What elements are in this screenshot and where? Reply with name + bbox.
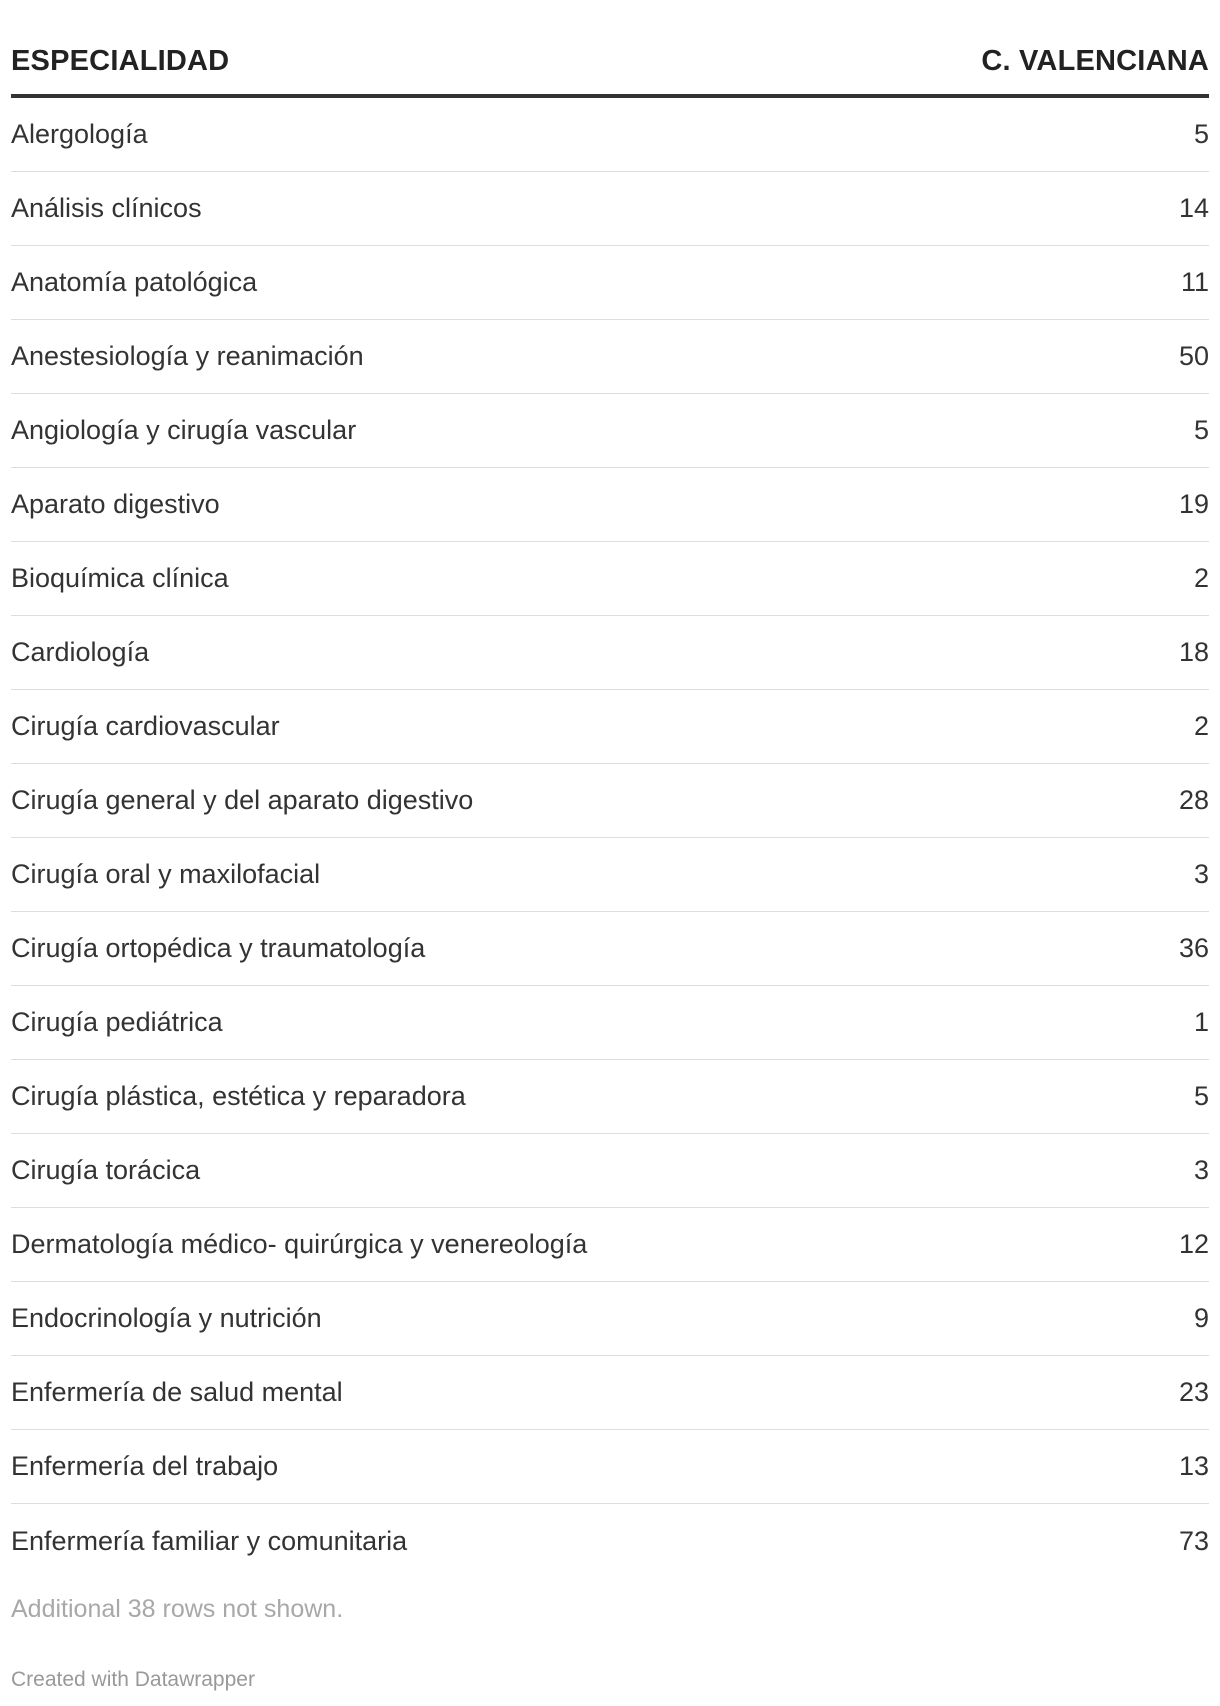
table-row bbox=[11, 320, 1209, 394]
table-row bbox=[11, 246, 1209, 320]
cell-c-valenciana: 19 bbox=[1178, 489, 1209, 519]
cell-c-valenciana: 13 bbox=[1178, 1451, 1209, 1481]
table-row bbox=[11, 1430, 1209, 1504]
cell-especialidad: Alergología bbox=[11, 119, 148, 149]
cell-especialidad: Cirugía oral y maxilofacial bbox=[11, 859, 321, 889]
cell-c-valenciana: 23 bbox=[1178, 1377, 1209, 1407]
cell-c-valenciana: 28 bbox=[1178, 785, 1209, 815]
cell-c-valenciana: 50 bbox=[1178, 341, 1209, 371]
table-row bbox=[11, 1208, 1209, 1282]
cell-especialidad: Cirugía plástica, estética y reparadora bbox=[11, 1081, 466, 1111]
cell-c-valenciana: 5 bbox=[1193, 415, 1209, 445]
cell-c-valenciana: 11 bbox=[1180, 267, 1209, 297]
cell-c-valenciana: 3 bbox=[1193, 1155, 1209, 1185]
table-header-row bbox=[11, 30, 1209, 98]
table-row bbox=[11, 616, 1209, 690]
cell-c-valenciana: 9 bbox=[1193, 1303, 1209, 1333]
data-table bbox=[11, 30, 1209, 1578]
table-row bbox=[11, 98, 1209, 172]
cell-especialidad: Anestesiología y reanimación bbox=[11, 341, 364, 371]
table-row bbox=[11, 1060, 1209, 1134]
cell-especialidad: Cirugía cardiovascular bbox=[11, 711, 280, 741]
cell-especialidad: Bioquímica clínica bbox=[11, 563, 229, 593]
cell-c-valenciana: 73 bbox=[1178, 1525, 1209, 1556]
cell-especialidad: Cirugía torácica bbox=[11, 1155, 201, 1185]
table-row bbox=[11, 690, 1209, 764]
cell-c-valenciana: 14 bbox=[1178, 193, 1209, 223]
cell-c-valenciana: 36 bbox=[1178, 933, 1209, 963]
cell-c-valenciana: 5 bbox=[1193, 119, 1209, 149]
table-row bbox=[11, 394, 1209, 468]
column-header-c-valenciana[interactable]: C. VALENCIANA bbox=[981, 45, 1209, 77]
cell-c-valenciana: 5 bbox=[1193, 1081, 1209, 1111]
cell-c-valenciana: 2 bbox=[1193, 711, 1209, 741]
cell-c-valenciana: 1 bbox=[1193, 1007, 1209, 1037]
cell-especialidad: Angiología y cirugía vascular bbox=[11, 415, 357, 445]
cell-especialidad: Dermatología médico- quirúrgica y venereología bbox=[11, 1229, 588, 1259]
cell-especialidad: Aparato digestivo bbox=[11, 489, 220, 519]
cell-especialidad: Enfermería del trabajo bbox=[11, 1451, 279, 1481]
cell-especialidad: Enfermería familiar y comunitaria bbox=[11, 1525, 408, 1556]
table-row bbox=[11, 838, 1209, 912]
cell-c-valenciana: 18 bbox=[1178, 637, 1209, 667]
cell-especialidad: Anatomía patológica bbox=[11, 267, 258, 297]
table-row bbox=[11, 1356, 1209, 1430]
table-body bbox=[11, 98, 1209, 1578]
cell-especialidad: Análisis clínicos bbox=[11, 193, 202, 223]
cell-c-valenciana: 2 bbox=[1193, 563, 1209, 593]
table-row bbox=[11, 542, 1209, 616]
table-row bbox=[11, 468, 1209, 542]
cell-c-valenciana: 3 bbox=[1193, 859, 1209, 889]
table-row bbox=[11, 1134, 1209, 1208]
table-row bbox=[11, 764, 1209, 838]
cell-especialidad: Enfermería de salud mental bbox=[11, 1377, 343, 1407]
cell-c-valenciana: 12 bbox=[1178, 1229, 1209, 1259]
table-row bbox=[11, 986, 1209, 1060]
datawrapper-credit[interactable]: Created with Datawrapper bbox=[11, 1668, 255, 1691]
cell-especialidad: Cirugía pediátrica bbox=[11, 1007, 223, 1037]
cell-especialidad: Cirugía ortopédica y traumatología bbox=[11, 933, 426, 963]
table-row bbox=[11, 1282, 1209, 1356]
table-row bbox=[11, 172, 1209, 246]
cell-especialidad: Cardiología bbox=[11, 637, 150, 667]
additional-rows-note: Additional 38 rows not shown. bbox=[11, 1595, 344, 1623]
column-header-especialidad[interactable]: ESPECIALIDAD bbox=[11, 45, 230, 77]
table-row bbox=[11, 912, 1209, 986]
cell-especialidad: Endocrinología y nutrición bbox=[11, 1303, 322, 1333]
cell-especialidad: Cirugía general y del aparato digestivo bbox=[11, 785, 474, 815]
table-row bbox=[11, 1504, 1209, 1578]
